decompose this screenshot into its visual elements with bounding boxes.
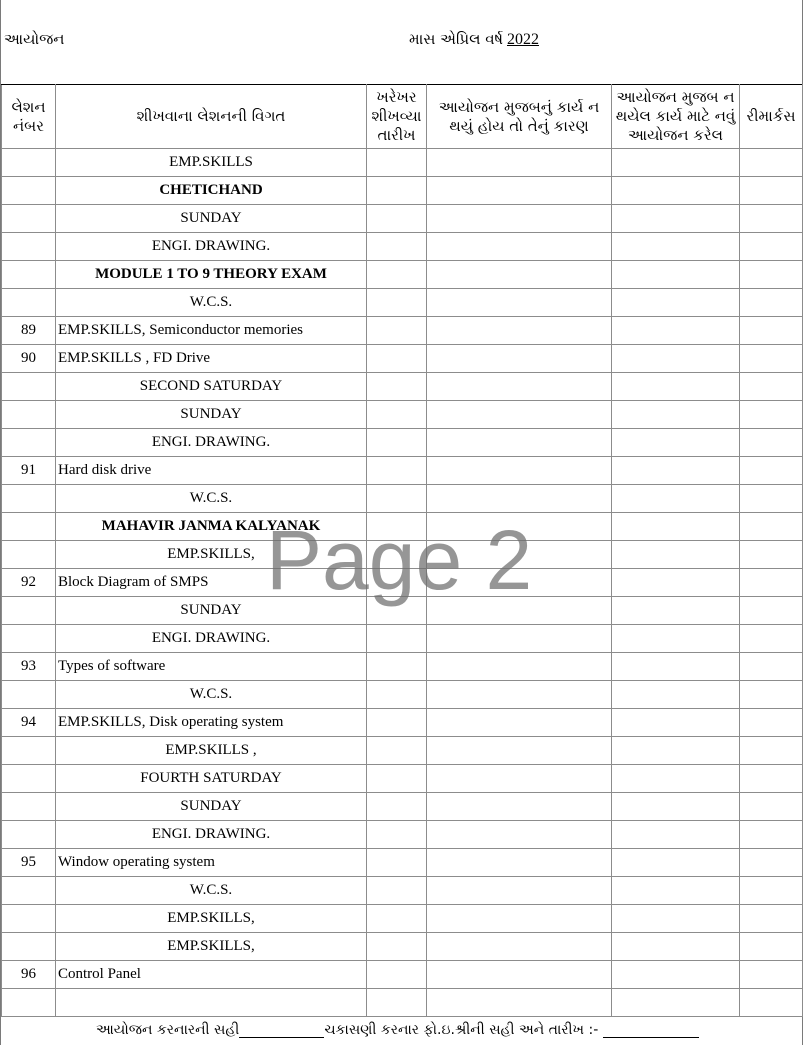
planner-sign-line[interactable] (239, 1023, 324, 1038)
reason-cell[interactable] (427, 569, 612, 597)
table-row (2, 233, 803, 261)
col-header-remarks: રીમાર્કસ (740, 85, 803, 149)
new-plan-cell[interactable] (612, 429, 740, 457)
remarks-cell[interactable] (740, 569, 803, 597)
checker-sign-label: ચકાસણી કરનાર ફો.ઇ.શ્રીની સહી અને તારીખ :- (324, 1022, 599, 1038)
reason-cell[interactable] (427, 793, 612, 821)
lesson-detail-cell: Block Diagram of SMPS (56, 569, 367, 597)
remarks-cell[interactable] (740, 709, 803, 737)
table-row (2, 177, 803, 205)
lesson-detail-cell: EMP.SKILLS , (56, 737, 367, 765)
new-plan-cell[interactable] (612, 233, 740, 261)
table-row (2, 261, 803, 289)
lesson-detail-cell: SECOND SATURDAY (56, 373, 367, 401)
remarks-cell[interactable] (740, 625, 803, 653)
actual-date-cell[interactable] (367, 373, 427, 401)
planner-sign-label: આયોજન કરનારની સહી (96, 1022, 240, 1038)
remarks-cell[interactable] (740, 345, 803, 373)
new-plan-cell[interactable] (612, 625, 740, 653)
remarks-cell[interactable] (740, 289, 803, 317)
remarks-cell[interactable] (740, 429, 803, 457)
reason-cell[interactable] (427, 149, 612, 177)
new-plan-cell[interactable] (612, 485, 740, 513)
table-row (2, 317, 803, 345)
actual-date-cell[interactable] (367, 289, 427, 317)
actual-date-cell[interactable] (367, 317, 427, 345)
remarks-cell[interactable] (740, 485, 803, 513)
lesson-number-cell (2, 401, 56, 429)
table-row (2, 709, 803, 737)
lesson-number-cell (2, 373, 56, 401)
actual-date-cell[interactable] (367, 149, 427, 177)
lesson-number-cell: 94 (2, 709, 56, 737)
actual-date-cell[interactable] (367, 233, 427, 261)
table-row (2, 905, 803, 933)
col-header-lesson-detail: શીખવાના લેશનની વિગત (56, 85, 367, 149)
remarks-cell[interactable] (740, 905, 803, 933)
month-year-heading (409, 30, 539, 49)
table-row (2, 149, 803, 177)
new-plan-cell[interactable] (612, 373, 740, 401)
reason-cell[interactable] (427, 485, 612, 513)
reason-cell[interactable] (427, 205, 612, 233)
col-header-new-plan: આયોજન મુજબ ન થયેલ કાર્ય માટે નવું આયોજન કરેલ (612, 85, 740, 149)
remarks-cell[interactable] (740, 261, 803, 289)
table-row (2, 821, 803, 849)
reason-cell[interactable] (427, 765, 612, 793)
col-header-lesson-no: લેશન નંબર (2, 85, 56, 149)
new-plan-cell[interactable] (612, 513, 740, 541)
lesson-number-cell: 90 (2, 345, 56, 373)
page-watermark: Page 2 (266, 513, 533, 607)
lesson-plan-table (1, 84, 803, 1017)
new-plan-cell[interactable] (612, 933, 740, 961)
remarks-cell[interactable] (740, 877, 803, 905)
month-label: માસ એપ્રિલ વર્ષ (409, 30, 503, 48)
lesson-number-cell (2, 905, 56, 933)
lesson-number-cell: 91 (2, 457, 56, 485)
lesson-detail-cell: Control Panel (56, 961, 367, 989)
lesson-number-cell (2, 681, 56, 709)
lesson-detail-cell: ENGI. DRAWING. (56, 429, 367, 457)
actual-date-cell[interactable] (367, 821, 427, 849)
lesson-detail-cell: MODULE 1 TO 9 THEORY EXAM (56, 261, 367, 289)
reason-cell[interactable] (427, 457, 612, 485)
actual-date-cell[interactable] (367, 877, 427, 905)
lesson-detail-cell: EMP.SKILLS, Disk operating system (56, 709, 367, 737)
lesson-detail-cell: Types of software (56, 653, 367, 681)
lesson-detail-cell: CHETICHAND (56, 177, 367, 205)
table-row (2, 765, 803, 793)
new-plan-cell[interactable] (612, 793, 740, 821)
new-plan-cell[interactable] (612, 345, 740, 373)
table-row (2, 541, 803, 569)
sheet-title: આયોજન (4, 30, 65, 48)
new-plan-cell[interactable] (612, 905, 740, 933)
reason-cell[interactable] (427, 709, 612, 737)
actual-date-cell[interactable] (367, 625, 427, 653)
remarks-cell[interactable] (740, 597, 803, 625)
actual-date-cell[interactable] (367, 681, 427, 709)
lesson-number-cell (2, 765, 56, 793)
lesson-number-cell: 95 (2, 849, 56, 877)
table-row (2, 485, 803, 513)
reason-cell[interactable] (427, 513, 612, 541)
new-plan-cell[interactable] (612, 569, 740, 597)
lesson-detail-cell: EMP.SKILLS, (56, 905, 367, 933)
new-plan-cell[interactable] (612, 709, 740, 737)
lesson-detail-cell: EMP.SKILLS, Semiconductor memories (56, 317, 367, 345)
lesson-number-cell (2, 233, 56, 261)
lesson-number-cell (2, 261, 56, 289)
actual-date-cell[interactable] (367, 513, 427, 541)
remarks-cell[interactable] (740, 793, 803, 821)
actual-date-cell[interactable] (367, 961, 427, 989)
lesson-detail-cell: EMP.SKILLS, (56, 933, 367, 961)
remarks-cell[interactable] (740, 765, 803, 793)
lesson-number-cell (2, 877, 56, 905)
lesson-detail-cell: MAHAVIR JANMA KALYANAK (56, 513, 367, 541)
remarks-cell[interactable] (740, 401, 803, 429)
actual-date-cell[interactable] (367, 597, 427, 625)
new-plan-cell[interactable] (612, 317, 740, 345)
actual-date-cell[interactable] (367, 653, 427, 681)
new-plan-cell[interactable] (612, 541, 740, 569)
new-plan-cell[interactable] (612, 261, 740, 289)
reason-cell[interactable] (427, 989, 612, 1017)
year-value: 2022 (506, 31, 539, 48)
lesson-number-cell (2, 541, 56, 569)
lesson-detail-cell: SUNDAY (56, 793, 367, 821)
table-row (2, 289, 803, 317)
table-row (2, 513, 803, 541)
lesson-number-cell (2, 205, 56, 233)
reason-cell[interactable] (427, 961, 612, 989)
lesson-detail-cell: W.C.S. (56, 485, 367, 513)
lesson-number-cell: 96 (2, 961, 56, 989)
actual-date-cell[interactable] (367, 177, 427, 205)
lesson-number-cell (2, 485, 56, 513)
lesson-detail-cell: ENGI. DRAWING. (56, 821, 367, 849)
lesson-detail-cell: SUNDAY (56, 205, 367, 233)
lesson-number-cell (2, 149, 56, 177)
actual-date-cell[interactable] (367, 793, 427, 821)
remarks-cell[interactable] (740, 821, 803, 849)
actual-date-cell[interactable] (367, 989, 427, 1017)
reason-cell[interactable] (427, 541, 612, 569)
lesson-detail-cell: SUNDAY (56, 401, 367, 429)
actual-date-cell[interactable] (367, 345, 427, 373)
actual-date-cell[interactable] (367, 737, 427, 765)
reason-cell[interactable] (427, 681, 612, 709)
actual-date-cell[interactable] (367, 765, 427, 793)
remarks-cell[interactable] (740, 457, 803, 485)
reason-cell[interactable] (427, 877, 612, 905)
lesson-detail-cell: W.C.S. (56, 681, 367, 709)
reason-cell[interactable] (427, 625, 612, 653)
remarks-cell[interactable] (740, 373, 803, 401)
table-row (2, 597, 803, 625)
reason-cell[interactable] (427, 597, 612, 625)
lesson-number-cell (2, 737, 56, 765)
reason-cell[interactable] (427, 821, 612, 849)
table-row (2, 653, 803, 681)
reason-cell[interactable] (427, 317, 612, 345)
table-row (2, 429, 803, 457)
lesson-number-cell (2, 625, 56, 653)
remarks-cell[interactable] (740, 653, 803, 681)
reason-cell[interactable] (427, 289, 612, 317)
actual-date-cell[interactable] (367, 457, 427, 485)
actual-date-cell[interactable] (367, 709, 427, 737)
reason-cell[interactable] (427, 233, 612, 261)
lesson-number-cell (2, 177, 56, 205)
col-header-reason: આયોજન મુજબનું કાર્ય ન થયું હોય તો તેનું કારણ (427, 85, 612, 149)
actual-date-cell[interactable] (367, 905, 427, 933)
lesson-detail-cell: Hard disk drive (56, 457, 367, 485)
lesson-number-cell (2, 793, 56, 821)
remarks-cell[interactable] (740, 149, 803, 177)
lesson-number-cell: 89 (2, 317, 56, 345)
lesson-detail-cell: Window operating system (56, 849, 367, 877)
actual-date-cell[interactable] (367, 429, 427, 457)
reason-cell[interactable] (427, 933, 612, 961)
reason-cell[interactable] (427, 345, 612, 373)
new-plan-cell[interactable] (612, 681, 740, 709)
new-plan-cell[interactable] (612, 821, 740, 849)
lesson-number-cell (2, 989, 56, 1017)
table-row (2, 849, 803, 877)
lesson-detail-cell: ENGI. DRAWING. (56, 625, 367, 653)
actual-date-cell[interactable] (367, 541, 427, 569)
actual-date-cell[interactable] (367, 933, 427, 961)
remarks-cell[interactable] (740, 205, 803, 233)
table-row (2, 737, 803, 765)
lesson-detail-cell: SUNDAY (56, 597, 367, 625)
new-plan-cell[interactable] (612, 877, 740, 905)
new-plan-cell[interactable] (612, 737, 740, 765)
table-row (2, 933, 803, 961)
new-plan-cell[interactable] (612, 765, 740, 793)
table-row (2, 457, 803, 485)
new-plan-cell[interactable] (612, 149, 740, 177)
lesson-number-cell (2, 289, 56, 317)
lesson-detail-cell: FOURTH SATURDAY (56, 765, 367, 793)
checker-sign-line[interactable] (603, 1023, 699, 1038)
actual-date-cell[interactable] (367, 205, 427, 233)
table-row (2, 625, 803, 653)
lesson-detail-cell: EMP.SKILLS (56, 149, 367, 177)
table-row (2, 989, 803, 1017)
remarks-cell[interactable] (740, 317, 803, 345)
remarks-cell[interactable] (740, 177, 803, 205)
lesson-number-cell (2, 933, 56, 961)
remarks-cell[interactable] (740, 933, 803, 961)
actual-date-cell[interactable] (367, 401, 427, 429)
reason-cell[interactable] (427, 401, 612, 429)
table-row (2, 961, 803, 989)
lesson-detail-cell: EMP.SKILLS , FD Drive (56, 345, 367, 373)
remarks-cell[interactable] (740, 233, 803, 261)
new-plan-cell[interactable] (612, 849, 740, 877)
signature-footer (96, 1022, 699, 1038)
lesson-number-cell: 92 (2, 569, 56, 597)
actual-date-cell[interactable] (367, 485, 427, 513)
table-row (2, 793, 803, 821)
lesson-detail-cell: W.C.S. (56, 877, 367, 905)
lesson-number-cell: 93 (2, 653, 56, 681)
remarks-cell[interactable] (740, 681, 803, 709)
table-row (2, 401, 803, 429)
remarks-cell[interactable] (740, 961, 803, 989)
table-row (2, 345, 803, 373)
reason-cell[interactable] (427, 373, 612, 401)
table-row (2, 373, 803, 401)
lesson-detail-cell: W.C.S. (56, 289, 367, 317)
lesson-detail-cell: ENGI. DRAWING. (56, 233, 367, 261)
lesson-number-cell (2, 597, 56, 625)
remarks-cell[interactable] (740, 513, 803, 541)
table-header-row (2, 85, 803, 149)
reason-cell[interactable] (427, 177, 612, 205)
table-body (2, 149, 803, 1017)
remarks-cell[interactable] (740, 541, 803, 569)
reason-cell[interactable] (427, 653, 612, 681)
reason-cell[interactable] (427, 905, 612, 933)
lesson-number-cell (2, 821, 56, 849)
lesson-detail-cell (56, 989, 367, 1017)
remarks-cell[interactable] (740, 849, 803, 877)
new-plan-cell[interactable] (612, 989, 740, 1017)
col-header-actual-date: ખરેખર શીખવ્યા તારીખ (367, 85, 427, 149)
reason-cell[interactable] (427, 261, 612, 289)
reason-cell[interactable] (427, 429, 612, 457)
reason-cell[interactable] (427, 737, 612, 765)
remarks-cell[interactable] (740, 989, 803, 1017)
actual-date-cell[interactable] (367, 261, 427, 289)
actual-date-cell[interactable] (367, 569, 427, 597)
table-row (2, 205, 803, 233)
new-plan-cell[interactable] (612, 597, 740, 625)
new-plan-cell[interactable] (612, 205, 740, 233)
new-plan-cell[interactable] (612, 289, 740, 317)
lesson-detail-cell: EMP.SKILLS, (56, 541, 367, 569)
lesson-number-cell (2, 513, 56, 541)
new-plan-cell[interactable] (612, 401, 740, 429)
reason-cell[interactable] (427, 849, 612, 877)
table-row (2, 569, 803, 597)
new-plan-cell[interactable] (612, 457, 740, 485)
remarks-cell[interactable] (740, 737, 803, 765)
new-plan-cell[interactable] (612, 653, 740, 681)
new-plan-cell[interactable] (612, 177, 740, 205)
table-row (2, 877, 803, 905)
lesson-number-cell (2, 429, 56, 457)
table-row (2, 681, 803, 709)
new-plan-cell[interactable] (612, 961, 740, 989)
actual-date-cell[interactable] (367, 849, 427, 877)
